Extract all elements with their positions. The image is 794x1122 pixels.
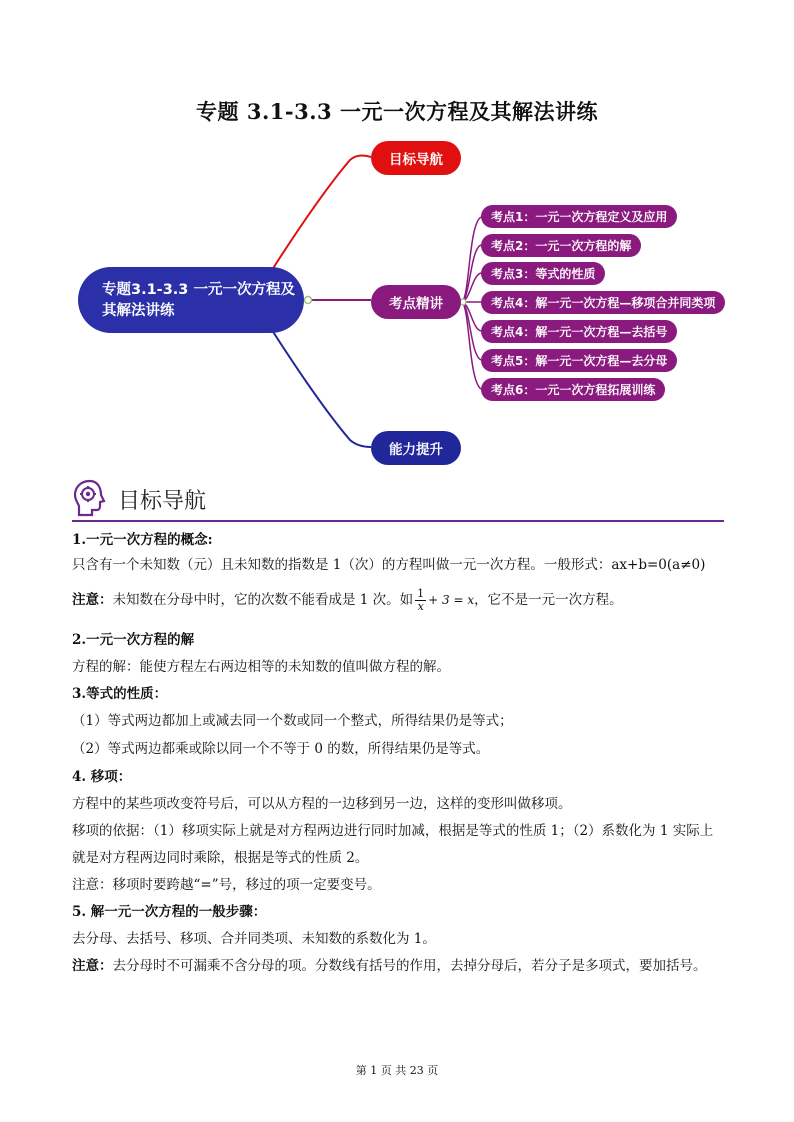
heading-equality-properties: 3.等式的性质： (72, 686, 168, 702)
key-point-2: 考点2：一元一次方程的解 (481, 234, 641, 257)
note-text-pre: 未知数在分母中时，它的次数不能看成是 1 次。如 (112, 592, 414, 608)
branch-goal-navigation: 目标导航 (371, 141, 461, 175)
page-footer: 第 1 页 共 23 页 (355, 1064, 439, 1077)
key-point-1: 考点1：一元一次方程定义及应用 (481, 205, 677, 228)
note-denominator-removal (72, 958, 732, 975)
paragraph-general-steps: 去分母、去括号、移项、合并同类项、未知数的系数化为 1。 (72, 931, 436, 947)
note-label: 注意： (72, 592, 113, 608)
paragraph-concept: 只含有一个未知数（元）且未知数的指数是 1（次）的方程叫做一元一次方程。一般形式：ax+b=0(a≠0) (72, 557, 706, 573)
note-denominator (72, 588, 732, 613)
brain-head-icon (72, 478, 108, 518)
fraction-one-over-x (415, 588, 426, 613)
mind-map (0, 135, 794, 475)
key-point-3: 考点3：等式的性质 (481, 262, 605, 285)
section-title: 目标导航 (118, 489, 207, 514)
center-topic-node: 专题3.1-3.3 一元一次方程及其解法讲练 (78, 267, 304, 333)
page-title: 专题 3.1-3.3 一元一次方程及其解法讲练 (196, 99, 598, 124)
equation-expression: + 3 = x (428, 593, 475, 607)
paragraph-transposition-basis-cont: 就是对方程两边同时乘除，根据是等式的性质 2。 (72, 850, 369, 866)
key-point-4a: 考点4：解一元一次方程—移项合并同类项 (481, 291, 725, 314)
note-transposition: 注意：移项时要跨越“=”号，移过的项一定要变号。 (72, 877, 381, 893)
fraction-denominator: x (417, 600, 424, 613)
heading-general-steps: 5. 解一元一次方程的一般步骤： (72, 904, 267, 920)
heading-concept: 1.一元一次方程的概念: (72, 532, 213, 548)
paragraph-transposition-basis: 移项的依据：（1）移项实际上就是对方程两边进行同时加减，根据是等式的性质 1；（2）系数化为 1 实际上 (72, 823, 714, 839)
note-text-post: ，它不是一元一次方程。 (474, 592, 623, 608)
key-point-4b: 考点4：解一元一次方程—去括号 (481, 320, 677, 343)
heading-transposition: 4. 移项： (72, 769, 132, 785)
property-2: （2）等式两边都乘或除以同一个不等于 0 的数，所得结果仍是等式。 (72, 741, 490, 757)
key-point-6: 考点6：一元一次方程拓展训练 (481, 378, 665, 401)
property-1: （1）等式两边都加上或减去同一个数或同一个整式，所得结果仍是等式； (72, 713, 513, 729)
section-header (72, 478, 724, 522)
note-text: 去分母时不可漏乘不含分母的项。分数线有括号的作用，去掉分母后，若分子是多项式，要加括号。 (112, 958, 707, 974)
key-point-5: 考点5：解一元一次方程—去分母 (481, 349, 677, 372)
heading-solution: 2.一元一次方程的解 (72, 632, 195, 648)
paragraph-solution: 方程的解：能使方程左右两边相等的未知数的值叫做方程的解。 (72, 659, 450, 675)
paragraph-transposition: 方程中的某些项改变符号后，可以从方程的一边移到另一边，这样的变形叫做移项。 (72, 796, 572, 812)
branch-key-points: 考点精讲 (371, 285, 461, 319)
branch-ability-improvement: 能力提升 (371, 431, 461, 465)
note-label: 注意： (72, 958, 113, 974)
fraction-numerator: 1 (417, 587, 425, 600)
